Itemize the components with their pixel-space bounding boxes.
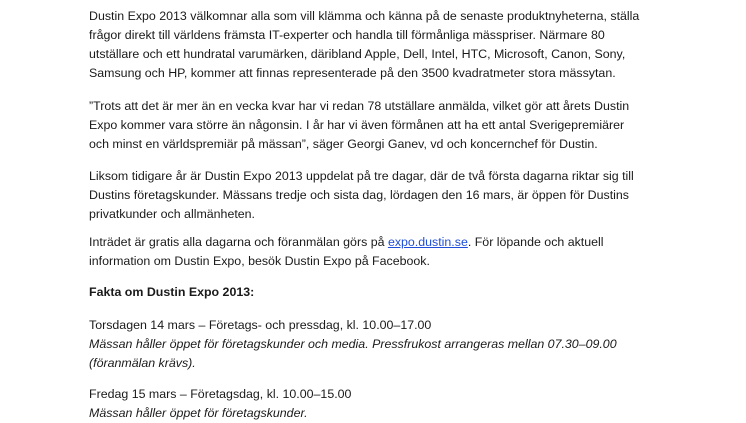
intro-paragraph bbox=[89, 7, 639, 83]
text-line: Samsung och HP, kommer att finnas representerade på den 3500 kvadratmeter stora mässytan. bbox=[89, 66, 616, 80]
day2-block bbox=[89, 385, 351, 423]
schedule-paragraph bbox=[89, 167, 634, 224]
text-segment: Inträdet är gratis alla dagarna och föranmälan görs på bbox=[89, 235, 388, 249]
quote-paragraph bbox=[89, 97, 629, 154]
day2-note: Mässan håller öppet för företagskunder. bbox=[89, 406, 308, 420]
facts-heading: Fakta om Dustin Expo 2013: bbox=[89, 285, 255, 299]
text-line: frågor direkt till världens främsta IT-experter och handla till förmånliga mässpriser. Närmare 80 bbox=[89, 28, 605, 42]
text-line: Liksom tidigare år är Dustin Expo 2013 uppdelat på tre dagar, där de två första dagarna riktar sig till bbox=[89, 169, 634, 183]
text-line: information om Dustin Expo, besök Dustin Expo på Facebook. bbox=[89, 254, 430, 268]
text-segment: . För löpande och aktuell bbox=[467, 235, 604, 249]
text-line: utställare och ett hundratal varumärken, däribland Apple, Dell, Intel, HTC, Microsoft, Canon, Sony, bbox=[89, 47, 626, 61]
day1-title: Torsdagen 14 mars – Företags- och pressdag, kl. 10.00–17.00 bbox=[89, 318, 432, 332]
day1-block bbox=[89, 316, 617, 373]
text-line: ”Trots att det är mer än en vecka kvar har vi redan 78 utställare anmälda, vilket gör att årets Dustin bbox=[89, 99, 630, 113]
expo-link[interactable]: expo.dustin.se bbox=[387, 235, 468, 249]
text-line: och minst en världspremiär på mässan”, säger Georgi Ganev, vd och koncernchef för Dustin. bbox=[89, 137, 598, 151]
registration-paragraph bbox=[89, 233, 604, 271]
day1-note: Mässan håller öppet för företagskunder och media. Pressfrukost arrangeras mellan 07.30–09.00 bbox=[89, 337, 617, 351]
text-line: Dustins företagskunder. Mässans tredje och sista dag, lördagen den 16 mars, är öppen för Dustins bbox=[89, 188, 629, 202]
day1-note: (föranmälan krävs). bbox=[89, 356, 196, 370]
text-line: privatkunder och allmänheten. bbox=[89, 207, 255, 221]
text-line bbox=[89, 233, 604, 252]
day2-title: Fredag 15 mars – Företagsdag, kl. 10.00–15.00 bbox=[89, 387, 352, 401]
text-line: Dustin Expo 2013 välkomnar alla som vill klämma och känna på de senaste produktnyheterna, ställa bbox=[89, 9, 640, 23]
text-line: Expo kommer vara större än någonsin. I år har vi även förmånen att ha ett antal Sverigepremiärer bbox=[89, 118, 625, 132]
